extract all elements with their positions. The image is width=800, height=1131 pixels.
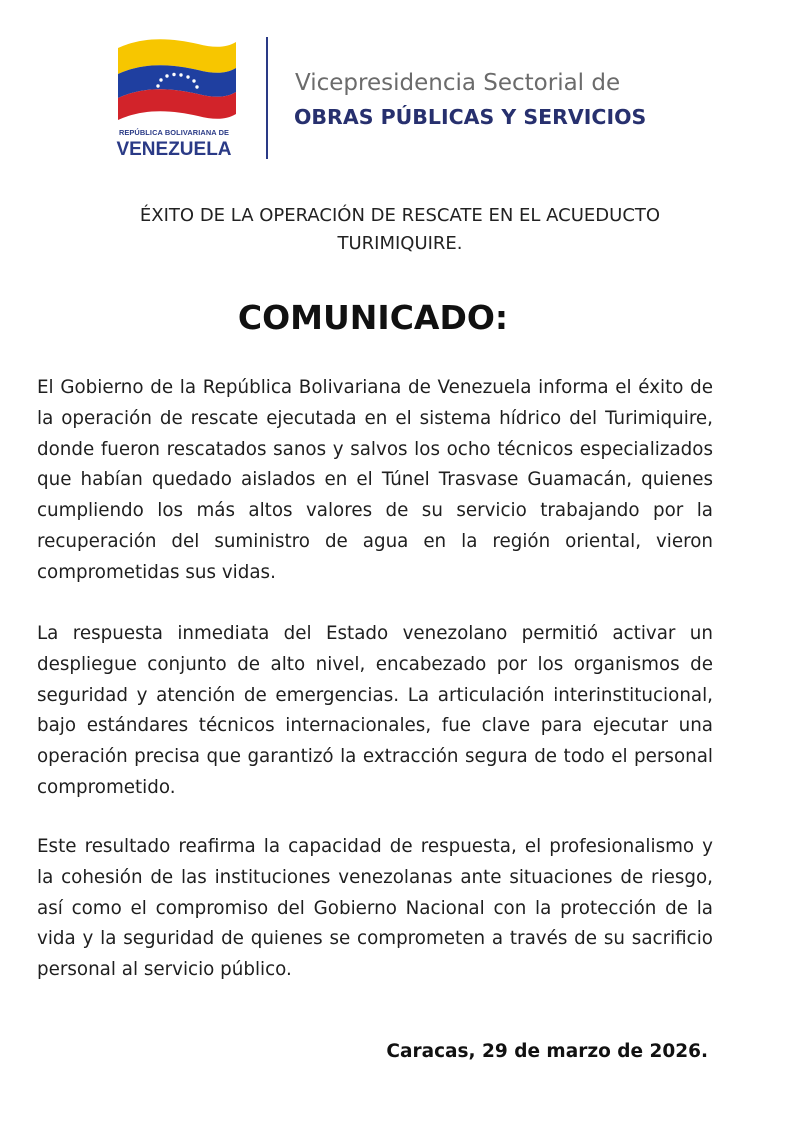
country-prefix: REPÚBLICA BOLIVARIANA DE bbox=[118, 128, 230, 137]
place-and-date: Caracas, 29 de marzo de 2026. bbox=[386, 1041, 708, 1062]
letterhead bbox=[110, 30, 690, 165]
venezuela-flag-icon bbox=[114, 34, 240, 120]
body-paragraph: El Gobierno de la República Bolivariana de Venezuela informa el éxito de la operación de rescate ejecutada en el sistema hídrico del Turimiquire, donde fueron rescatados sanos y salvos los ocho técnicos especializados que habían quedado aislados en el Túnel Trasvase Guamacán, quienes cumpliendo los más altos valores de su servicio trabajando por la recuperación del suministro de agua en la región oriental, vieron comprometidas sus vidas. bbox=[37, 377, 713, 583]
header-divider bbox=[266, 37, 268, 159]
ministry-name-line2: OBRAS PÚBLICAS Y SERVICIOS bbox=[294, 105, 647, 129]
body-paragraph: La respuesta inmediata del Estado venezolano permitió activar un despliegue conjunto de alto nivel, encabezado por los organismos de seguridad y atención de emergencias. La articulación interinstitucional, bajo estándares técnicos internacionales, fue clave para ejecutar una operación precisa que garantizó la extracción segura de todo el personal comprometido. bbox=[37, 623, 713, 798]
country-name: VENEZUELA bbox=[116, 139, 232, 160]
ministry-name-line1: Vicepresidencia Sectorial de bbox=[295, 70, 621, 96]
document-headline: ÉXITO DE LA OPERACIÓN DE RESCATE EN EL ACUEDUCTO TURIMIQUIRE. bbox=[139, 205, 661, 254]
body-paragraph: Este resultado reafirma la capacidad de respuesta, el profesionalismo y la cohesión de las instituciones venezolanas ante situaciones de riesgo, así como el compromiso del Gobierno Nacional con la protección de la vida y la seguridad de quienes se comprometen a través de su sacrificio personal al servicio público. bbox=[37, 836, 713, 981]
document-title: COMUNICADO: bbox=[237, 298, 509, 337]
